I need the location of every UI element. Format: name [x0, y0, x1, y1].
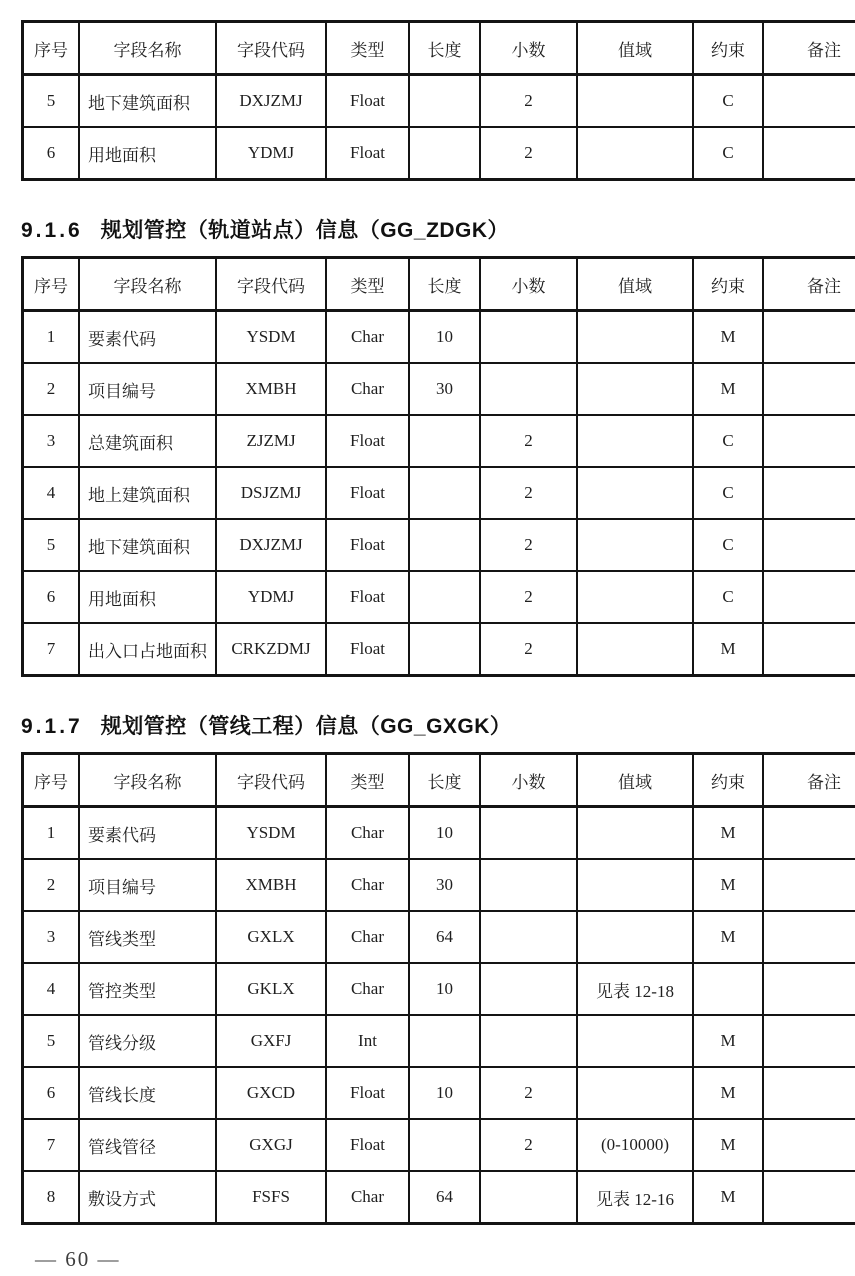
column-header: 小数 [480, 258, 577, 311]
table-cell: GXFJ [216, 1015, 326, 1067]
table-cell: M [693, 1171, 763, 1224]
table-cell [763, 571, 855, 623]
section-heading-9-1-6 [21, 214, 833, 244]
table-cell: 敷设方式 [79, 1171, 216, 1224]
table-cell: 8 [23, 1171, 80, 1224]
table-cell [763, 1119, 855, 1171]
table-cell: M [693, 1015, 763, 1067]
table-cell [577, 415, 693, 467]
table-cell: Char [326, 963, 409, 1015]
table-cell: 4 [23, 467, 80, 519]
table-cell: Char [326, 311, 409, 364]
table-cell: ZJZMJ [216, 415, 326, 467]
table-cell [409, 519, 480, 571]
column-header: 备注 [763, 22, 855, 75]
section-number: 9.1.6 [21, 219, 83, 242]
table-cell: Float [326, 571, 409, 623]
column-header: 约束 [693, 22, 763, 75]
table-cell [480, 807, 577, 860]
table-cell: 要素代码 [79, 807, 216, 860]
column-header: 类型 [326, 258, 409, 311]
section-heading-9-1-7 [21, 710, 833, 740]
header-row [23, 22, 855, 75]
table-cell: 总建筑面积 [79, 415, 216, 467]
column-header: 字段名称 [79, 754, 216, 807]
table-cell: 7 [23, 1119, 80, 1171]
table-cell: Float [326, 415, 409, 467]
table-cell [577, 859, 693, 911]
column-header: 字段代码 [216, 22, 326, 75]
table-cell: DSJZMJ [216, 467, 326, 519]
table-cell: 2 [480, 623, 577, 676]
table-cell: 管线管径 [79, 1119, 216, 1171]
table-cell [763, 963, 855, 1015]
table-cell: C [693, 75, 763, 128]
table-row [23, 1119, 855, 1171]
table-cell: M [693, 311, 763, 364]
table-cell [577, 519, 693, 571]
column-header: 字段名称 [79, 258, 216, 311]
table-cell [763, 859, 855, 911]
column-header: 序号 [23, 22, 80, 75]
table-cell: 5 [23, 519, 80, 571]
table-cell: DXJZMJ [216, 75, 326, 128]
section-number: 9.1.7 [21, 715, 83, 738]
table-cell [409, 1015, 480, 1067]
table-row [23, 1067, 855, 1119]
field-table-continued [21, 20, 855, 181]
table-cell: 管控类型 [79, 963, 216, 1015]
table-cell: Float [326, 623, 409, 676]
table-cell: 地下建筑面积 [79, 75, 216, 128]
table-cell: 1 [23, 311, 80, 364]
table-cell: 1 [23, 807, 80, 860]
table-cell: Char [326, 807, 409, 860]
table-cell: 管线长度 [79, 1067, 216, 1119]
table-cell: 64 [409, 911, 480, 963]
column-header: 约束 [693, 258, 763, 311]
table-cell [409, 1119, 480, 1171]
table-row [23, 1171, 855, 1224]
table-row [23, 859, 855, 911]
table-cell: (0-10000) [577, 1119, 693, 1171]
table-cell: Char [326, 859, 409, 911]
column-header: 值域 [577, 258, 693, 311]
column-header: 字段代码 [216, 754, 326, 807]
table-cell: Float [326, 1067, 409, 1119]
table-cell: 用地面积 [79, 571, 216, 623]
table-cell [480, 1171, 577, 1224]
column-header: 值域 [577, 22, 693, 75]
table-cell [577, 127, 693, 180]
table-cell: 2 [480, 415, 577, 467]
table-cell [480, 911, 577, 963]
table-cell [480, 963, 577, 1015]
table-cell: 10 [409, 311, 480, 364]
table-row [23, 75, 855, 128]
table-cell: 见表 12-16 [577, 1171, 693, 1224]
table-cell: 10 [409, 963, 480, 1015]
table-cell: XMBH [216, 859, 326, 911]
table-cell: 地下建筑面积 [79, 519, 216, 571]
table-row [23, 571, 855, 623]
table-cell [763, 467, 855, 519]
column-header: 类型 [326, 754, 409, 807]
table-cell [577, 311, 693, 364]
table-cell: Float [326, 75, 409, 128]
table-cell: YDMJ [216, 571, 326, 623]
table-cell [763, 363, 855, 415]
table-row [23, 127, 855, 180]
field-table-gg-gxgk [21, 752, 855, 1225]
table-cell: 6 [23, 1067, 80, 1119]
table-cell: 6 [23, 571, 80, 623]
table-cell [577, 623, 693, 676]
table-cell [409, 623, 480, 676]
table-cell [480, 859, 577, 911]
table-cell: 5 [23, 75, 80, 128]
table-cell: 项目编号 [79, 859, 216, 911]
table-cell: C [693, 467, 763, 519]
table-cell: 2 [480, 127, 577, 180]
table-row [23, 415, 855, 467]
column-header: 约束 [693, 754, 763, 807]
table-cell: Int [326, 1015, 409, 1067]
table-cell: 2 [23, 859, 80, 911]
table-cell: 2 [480, 75, 577, 128]
table-row [23, 963, 855, 1015]
column-header: 长度 [409, 754, 480, 807]
table-cell: 5 [23, 1015, 80, 1067]
table-cell: 管线分级 [79, 1015, 216, 1067]
table-cell [577, 363, 693, 415]
table-cell [480, 311, 577, 364]
column-header: 序号 [23, 754, 80, 807]
table-cell: M [693, 807, 763, 860]
table-cell [763, 75, 855, 128]
column-header: 长度 [409, 258, 480, 311]
table-cell [577, 911, 693, 963]
table-cell: 2 [480, 467, 577, 519]
table-cell: M [693, 1119, 763, 1171]
table-cell: C [693, 571, 763, 623]
table-cell: 3 [23, 911, 80, 963]
table-cell: 30 [409, 363, 480, 415]
table-cell: GKLX [216, 963, 326, 1015]
table-cell: 要素代码 [79, 311, 216, 364]
page-number: — 60 — [35, 1247, 121, 1271]
table-cell [763, 415, 855, 467]
table-cell [480, 1015, 577, 1067]
column-header: 值域 [577, 754, 693, 807]
section-title: 规划管控（管线工程）信息（GG_GXGK） [100, 715, 512, 738]
table-cell: 管线类型 [79, 911, 216, 963]
table-cell [763, 1067, 855, 1119]
table-cell: FSFS [216, 1171, 326, 1224]
table-cell: 7 [23, 623, 80, 676]
table-cell: 2 [480, 519, 577, 571]
table-row [23, 1015, 855, 1067]
table-cell: 2 [480, 571, 577, 623]
table-cell: CRKZDMJ [216, 623, 326, 676]
table-cell: M [693, 911, 763, 963]
column-header: 长度 [409, 22, 480, 75]
table-row [23, 467, 855, 519]
table-cell: C [693, 127, 763, 180]
table-cell: Float [326, 1119, 409, 1171]
table-cell: YSDM [216, 311, 326, 364]
table-cell [480, 363, 577, 415]
section-title: 规划管控（轨道站点）信息（GG_ZDGK） [100, 219, 510, 242]
table-cell: 4 [23, 963, 80, 1015]
table-cell: 用地面积 [79, 127, 216, 180]
column-header: 小数 [480, 754, 577, 807]
table-cell: C [693, 519, 763, 571]
table-cell: M [693, 859, 763, 911]
table-cell: Float [326, 127, 409, 180]
table-cell: Char [326, 363, 409, 415]
table-cell: DXJZMJ [216, 519, 326, 571]
table-cell: M [693, 363, 763, 415]
column-header: 字段代码 [216, 258, 326, 311]
table-cell: 地上建筑面积 [79, 467, 216, 519]
table-cell [763, 623, 855, 676]
table-cell [577, 75, 693, 128]
table-cell: 10 [409, 1067, 480, 1119]
table-row [23, 519, 855, 571]
table-cell [763, 911, 855, 963]
column-header: 备注 [763, 754, 855, 807]
table-cell: Char [326, 911, 409, 963]
table-row [23, 807, 855, 860]
column-header: 小数 [480, 22, 577, 75]
table-cell [763, 807, 855, 860]
column-header: 备注 [763, 258, 855, 311]
header-row [23, 258, 855, 311]
table-cell: GXCD [216, 1067, 326, 1119]
table-cell [763, 1015, 855, 1067]
table-cell: GXLX [216, 911, 326, 963]
table-cell [409, 127, 480, 180]
table-cell: 6 [23, 127, 80, 180]
table-row [23, 623, 855, 676]
header-row [23, 754, 855, 807]
table-cell: 2 [480, 1119, 577, 1171]
table-cell [409, 571, 480, 623]
table-cell [409, 75, 480, 128]
table-cell [763, 519, 855, 571]
table-cell: 见表 12-18 [577, 963, 693, 1015]
table-cell [577, 571, 693, 623]
table-cell [409, 467, 480, 519]
table-cell [763, 311, 855, 364]
table-cell: YSDM [216, 807, 326, 860]
table-cell: M [693, 623, 763, 676]
table-cell [577, 1067, 693, 1119]
table-row [23, 911, 855, 963]
table-cell [577, 807, 693, 860]
table-row [23, 363, 855, 415]
table-cell: 项目编号 [79, 363, 216, 415]
table-cell [763, 127, 855, 180]
table-cell: 2 [23, 363, 80, 415]
column-header: 类型 [326, 22, 409, 75]
table-cell: 30 [409, 859, 480, 911]
table-cell: 64 [409, 1171, 480, 1224]
table-cell: 出入口占地面积 [79, 623, 216, 676]
table-cell: 2 [480, 1067, 577, 1119]
table-cell: M [693, 1067, 763, 1119]
table-row [23, 311, 855, 364]
table-cell: GXGJ [216, 1119, 326, 1171]
table-cell [409, 415, 480, 467]
column-header: 字段名称 [79, 22, 216, 75]
table-cell [693, 963, 763, 1015]
table-cell: YDMJ [216, 127, 326, 180]
table-cell [577, 1015, 693, 1067]
table-cell: Float [326, 519, 409, 571]
table-cell: XMBH [216, 363, 326, 415]
table-cell: Float [326, 467, 409, 519]
table-cell: Char [326, 1171, 409, 1224]
table-cell [577, 467, 693, 519]
table-cell: 3 [23, 415, 80, 467]
table-cell: C [693, 415, 763, 467]
field-table-gg-zdgk [21, 256, 855, 677]
table-cell [763, 1171, 855, 1224]
table-cell: 10 [409, 807, 480, 860]
column-header: 序号 [23, 258, 80, 311]
